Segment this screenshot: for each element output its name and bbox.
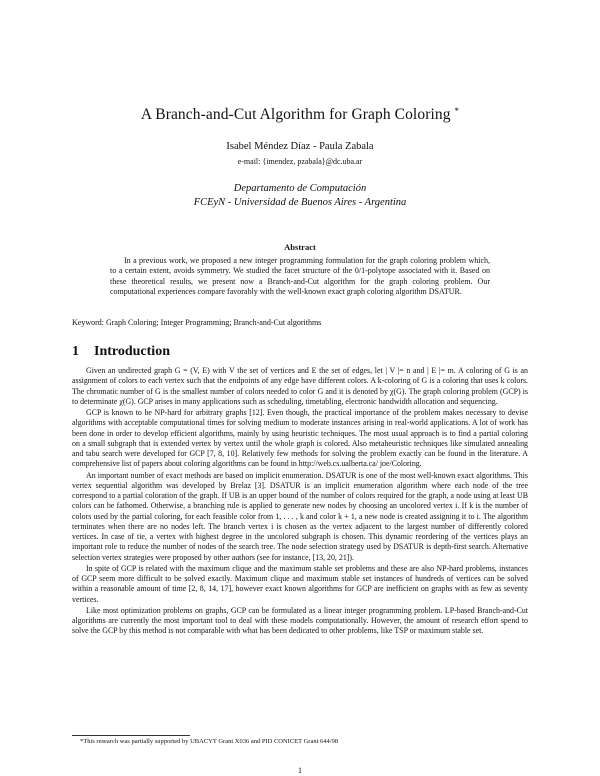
body-paragraph: An important number of exact methods are based on implicit enumeration. DSATUR is one of the most well-known exact algorithms. This vertex sequential algorithm was developed by Brelaz [3]. DSATUR is an implicit enumeration algorithm where each node of the tree correspond to a partial coloration of the graph. If UB is an upper bound of the number of colors required for the graph, a node using at least UB colors can be fathomed. Otherwise, a branching rule is applied to generate new nodes by choosing an uncolored vertex i. If k is the number of colors used by the partial coloring, for each feasible color from 1, . . . , k and color k + 1, a new node is created assigning it to i. The algorithm terminates when there are no nodes left. The branch vertex i is chosen as the vertex adjacent to the largest number of differently colored vertices. In case of tie, a vertex with highest degree in the uncolored subgraph is chosen. This dynamic reordering of the vertices plays an important role to reduce the number of nodes of the search tree. The node selection strategy used by DSATUR is depth-first search. Alternative selection vertex strategies were proposed by other authors (see for instance, [13, 20, 21]). <box>72 470 528 562</box>
body-paragraph: GCP is known to be NP-hard for arbitrary graphs [12]. Even though, the practical importance of the problem makes necessary to devise algorithms with acceptable computational times for solving medium to moderate instances arising in real-world applications. A lot of work has been done in order to develop efficient algorithms, mainly by using heuristic techniques. The most usual approach is to find a partial coloring on a small subgraph that is extended vertex by vertex until the whole graph is colored. Also metaheuristic techniques like simulated annealing and tabu search were developed for GCP [7, 8, 10]. Relatively few methods for solving the problem exactly can be found in the literature. A comprehensive list of papers about coloring algorithms can be found in http://web.cs.ualberta.ca/ joe/Coloring. <box>72 408 528 469</box>
section-number: 1 <box>72 344 79 359</box>
body-paragraph: Like most optimization problems on graphs, GCP can be formulated as a linear integer programming problem. LP-based Branch-and-Cut algorithms are currently the most important tool to deal with these models computationally. However, the amount of research effort spend to solve the GCP by this method is not comparable with what has been dedicated to other problems, like TSP or maximum stable set. <box>72 605 528 636</box>
footnote-text: *This research was partially supported by UBACYT Grant X036 and PID CONICET Grant 644/98 <box>80 738 339 745</box>
footnote-divider <box>72 735 190 736</box>
body-paragraph: Given an undirected graph G = (V, E) with V the set of vertices and E the set of edges, let | V |= n and | E |= m. A coloring of G is an assignment of colors to each vertex such that the endpoints of any edge have different colors. A k-coloring of G is a coloring that uses k colors. The chromatic number of G is the smallest number of colors needed to color G and it is denoted by χ(G). The graph coloring problem (GCP) is to determinate χ(G). GCP arises in many applications such as scheduling, timetabling, electronic bandwidth allocation and sequencing. <box>72 366 528 406</box>
affiliation-university: FCEyN - Universidad de Buenos Aires - Argentina <box>193 197 407 208</box>
title-footnote-mark: * <box>454 106 460 116</box>
author-email: e-mail: {imendez, pzabala}@dc.uba.ar <box>237 157 363 166</box>
abstract-heading: Abstract <box>284 242 316 252</box>
section-title: Introduction <box>94 344 170 359</box>
affiliation-department: Departamento de Computación <box>233 183 367 194</box>
section-heading <box>72 344 170 360</box>
abstract-body <box>110 256 490 297</box>
author-names: Isabel Méndez Díaz - Paula Zabala <box>226 141 374 152</box>
introduction-body <box>72 366 528 638</box>
abstract-paragraph: In a previous work, we proposed a new integer programming formulation for the graph coloring problem which, to a certain extent, avoids symmetry. We studied the facet structure of the 0/1-polytope associated with it. Based on these theoretical results, we present now a Branch-and-Cut algorithm for the graph coloring problem. Our computational experiences compare favorably with the well-known exact graph coloring algorithm DSATUR. <box>110 256 490 296</box>
paper-title <box>0 106 600 124</box>
page-number: 1 <box>298 766 302 775</box>
keywords-line: Keyword: Graph Coloring; Integer Programming; Branch-and-Cut algorithms <box>72 318 322 327</box>
title-text: A Branch-and-Cut Algorithm for Graph Coloring <box>140 106 451 123</box>
body-paragraph: In spite of GCP is related with the maximum clique and the maximum stable set problems and these are also NP-hard problems, instances of GCP seem more difficult to be solved exactly. Maximum clique and maximum stable set instances of hundreds of vertices can be solved within a reasonable amount of time [2, 8, 14, 17], however exact known algorithms for GCP are inefficient on graphs with as few as seventy vertices. <box>72 563 528 604</box>
